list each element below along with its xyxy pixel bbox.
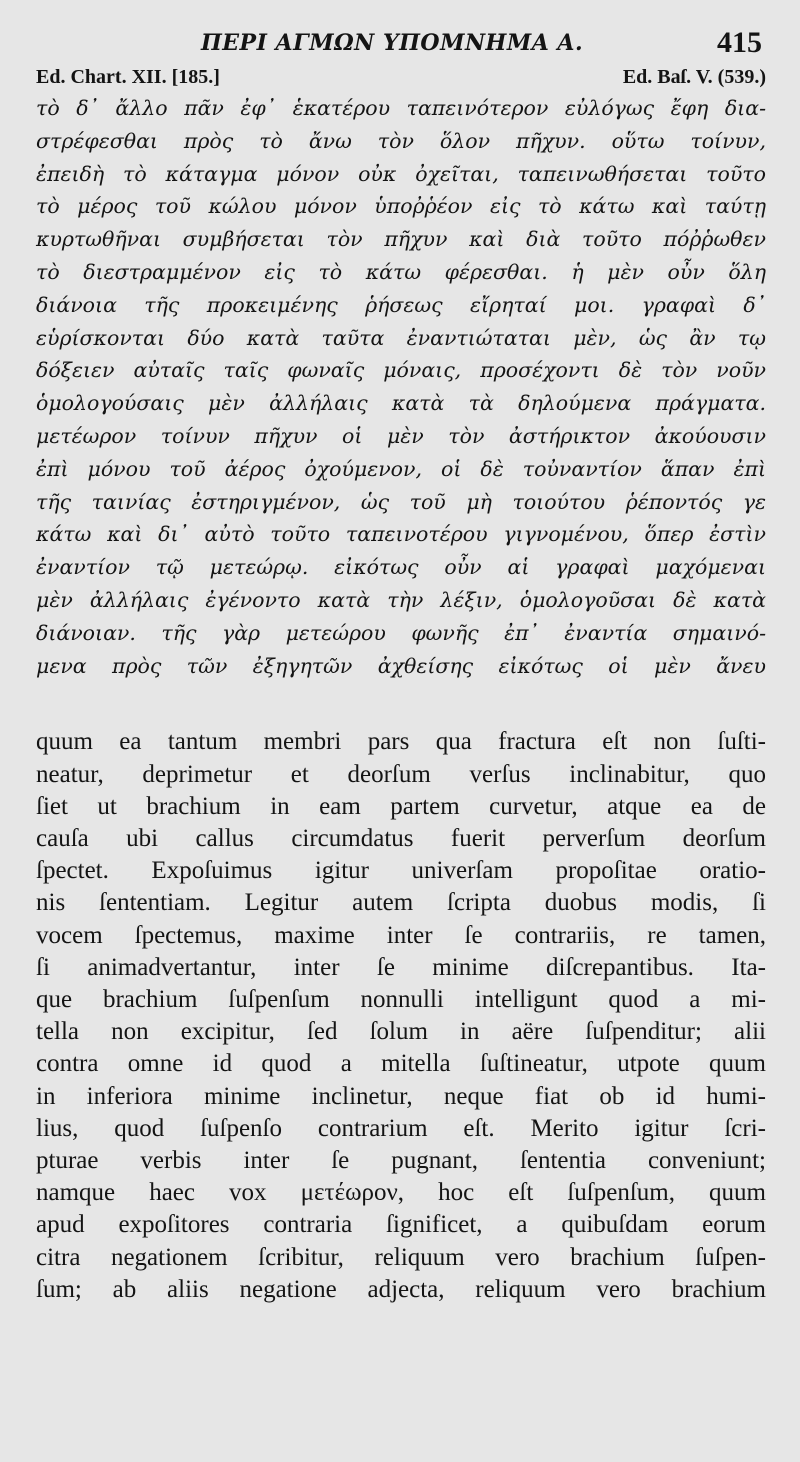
latin-text-line: que brachium ſuſpenſum nonnulli intelligunt quod a mi-	[36, 985, 766, 1013]
latin-text-line: nis ſententiam. Legitur autem ſcripta duobus modis, ſi	[36, 889, 766, 917]
greek-text-line: κάτω καὶ δι᾽ αὐτὸ τοῦτο ταπεινοτέρου γιγνομένου, ὅπερ ἐστὶν	[36, 522, 766, 547]
greek-text-line: δόξειεν αὐταῖς ταῖς φωναῖς μόναις, προσέχοντι δὲ τὸν νοῦν	[36, 358, 766, 383]
latin-text-line: namque haec vox μετέωρον, hoc eſt ſuſpenſum, quum	[36, 1179, 766, 1207]
latin-text-line: quum ea tantum membri pars qua fractura eſt non ſuſti-	[36, 728, 766, 756]
edition-basel-reference: Ed. Baſ. V. (539.)	[622, 66, 766, 88]
latin-text-line: citra negationem ſcribitur, reliquum vero brachium ſuſpen-	[36, 1243, 766, 1271]
greek-text-line: διάνοιαν. τῆς γὰρ μετεώρου φωνῆς ἐπ᾽ ἐναντία σημαινό-	[36, 620, 766, 645]
greek-text-line: ἐπὶ μόνου τοῦ ἀέρος ὀχούμενον, οἱ δὲ τοὐναντίον ἅπαν ἐπὶ	[36, 456, 766, 481]
latin-text-line: pturae verbis inter ſe pugnant, ſententia conveniunt;	[36, 1146, 766, 1174]
latin-text-line: neatur, deprimetur et deorſum verſus inclinabitur, quo	[36, 760, 766, 788]
greek-text-line: ἐπειδὴ τὸ κάταγμα μόνον οὐκ ὀχεῖται, ταπεινωθήσεται τοῦτο	[36, 161, 766, 186]
latin-text-line: contra omne id quod a mitella ſuſtineatur, utpote quum	[36, 1050, 766, 1078]
greek-text-line: τὸ διεστραμμένον εἰς τὸ κάτω φέρεσθαι. ἡ μὲν οὖν ὅλη	[36, 259, 766, 284]
latin-text-line: apud expoſitores contraria ſignificet, a quibuſdam eorum	[36, 1211, 766, 1239]
latin-text-line: ſi animadvertantur, inter ſe minime diſcrepantibus. Ita-	[36, 953, 766, 981]
greek-text-line: στρέφεσθαι πρὸς τὸ ἄνω τὸν ὅλον πῆχυν. οὕτω τοίνυν,	[36, 128, 766, 153]
latin-text-block	[36, 726, 766, 1306]
latin-text-line: ſpectet. Expoſuimus igitur univerſam propoſitae oratio-	[36, 857, 766, 885]
latin-text-line: in inferiora minime inclinetur, neque fiat ob id humi-	[36, 1082, 766, 1110]
section-gap	[36, 682, 766, 726]
edition-chart-reference: Ed. Chart. XII. [185.]	[36, 66, 220, 88]
latin-text-line: ſiet ut brachium in eam partem curvetur, atque ea de	[36, 792, 766, 820]
greek-text-line: ἐναντίον τῷ μετεώρῳ. εἰκότως οὖν αἱ γραφαὶ μαχόμεναι	[36, 555, 766, 580]
greek-text-line: διάνοια τῆς προκειμένης ῥήσεως εἴρηταί μοι. γραφαὶ δ᾽	[36, 292, 766, 317]
greek-text-line: τῆς ταινίας ἐστηριγμένον, ὡς τοῦ μὴ τοιούτου ῥέποντός γε	[36, 489, 766, 514]
latin-text-line: lius, quod ſuſpenſo contrarium eſt. Merito igitur ſcri-	[36, 1114, 766, 1142]
greek-text-line: κυρτωθῆναι συμβήσεται τὸν πῆχυν καὶ διὰ τοῦτο πόῤῥωθεν	[36, 227, 766, 252]
greek-text-line: εὑρίσκονται δύο κατὰ ταῦτα ἐναντιώταται μὲν, ὡς ἂν τῳ	[36, 325, 766, 350]
latin-text-line: ſum; ab aliis negatione adjecta, reliquum vero brachium	[36, 1275, 766, 1303]
page-number: 415	[717, 26, 762, 59]
latin-text-line: tella non excipitur, ſed ſolum in aëre ſuſpenditur; alii	[36, 1018, 766, 1046]
latin-text-line: cauſa ubi callus circumdatus fuerit perverſum deorſum	[36, 824, 766, 852]
greek-text-line: μετέωρον τοίνυν πῆχυν οἱ μὲν τὸν ἀστήρικτον ἀκούουσιν	[36, 423, 766, 448]
greek-text-line: τὸ δ᾽ ἄλλο πᾶν ἐφ᾽ ἑκατέρου ταπεινότερον εὐλόγως ἔφη δια-	[36, 96, 766, 120]
greek-text-line: τὸ μέρος τοῦ κώλου μόνον ὑποῤῥέον εἰς τὸ κάτω καὶ ταύτῃ	[36, 194, 766, 219]
running-title: ΠΕΡΙ ΑΓΜΩΝ ΥΠΟΜΝΗΜΑ Α.	[201, 30, 584, 56]
greek-text-block	[36, 92, 766, 682]
greek-text-line: μενα πρὸς τῶν ἐξηγητῶν ἀχθείσης εἰκότως οἱ μὲν ἄνευ	[36, 653, 766, 678]
greek-text-line: μὲν ἀλλήλαις ἐγένοντο κατὰ τὴν λέξιν, ὁμολογοῦσαι δὲ κατὰ	[36, 587, 766, 612]
edition-references	[36, 62, 766, 92]
running-head	[36, 22, 766, 62]
greek-text-line: ὁμολογούσαις μὲν ἀλλήλαις κατὰ τὰ δηλούμενα πράγματα.	[36, 391, 766, 416]
latin-text-line: vocem ſpectemus, maxime inter ſe contrariis, re tamen,	[36, 921, 766, 949]
